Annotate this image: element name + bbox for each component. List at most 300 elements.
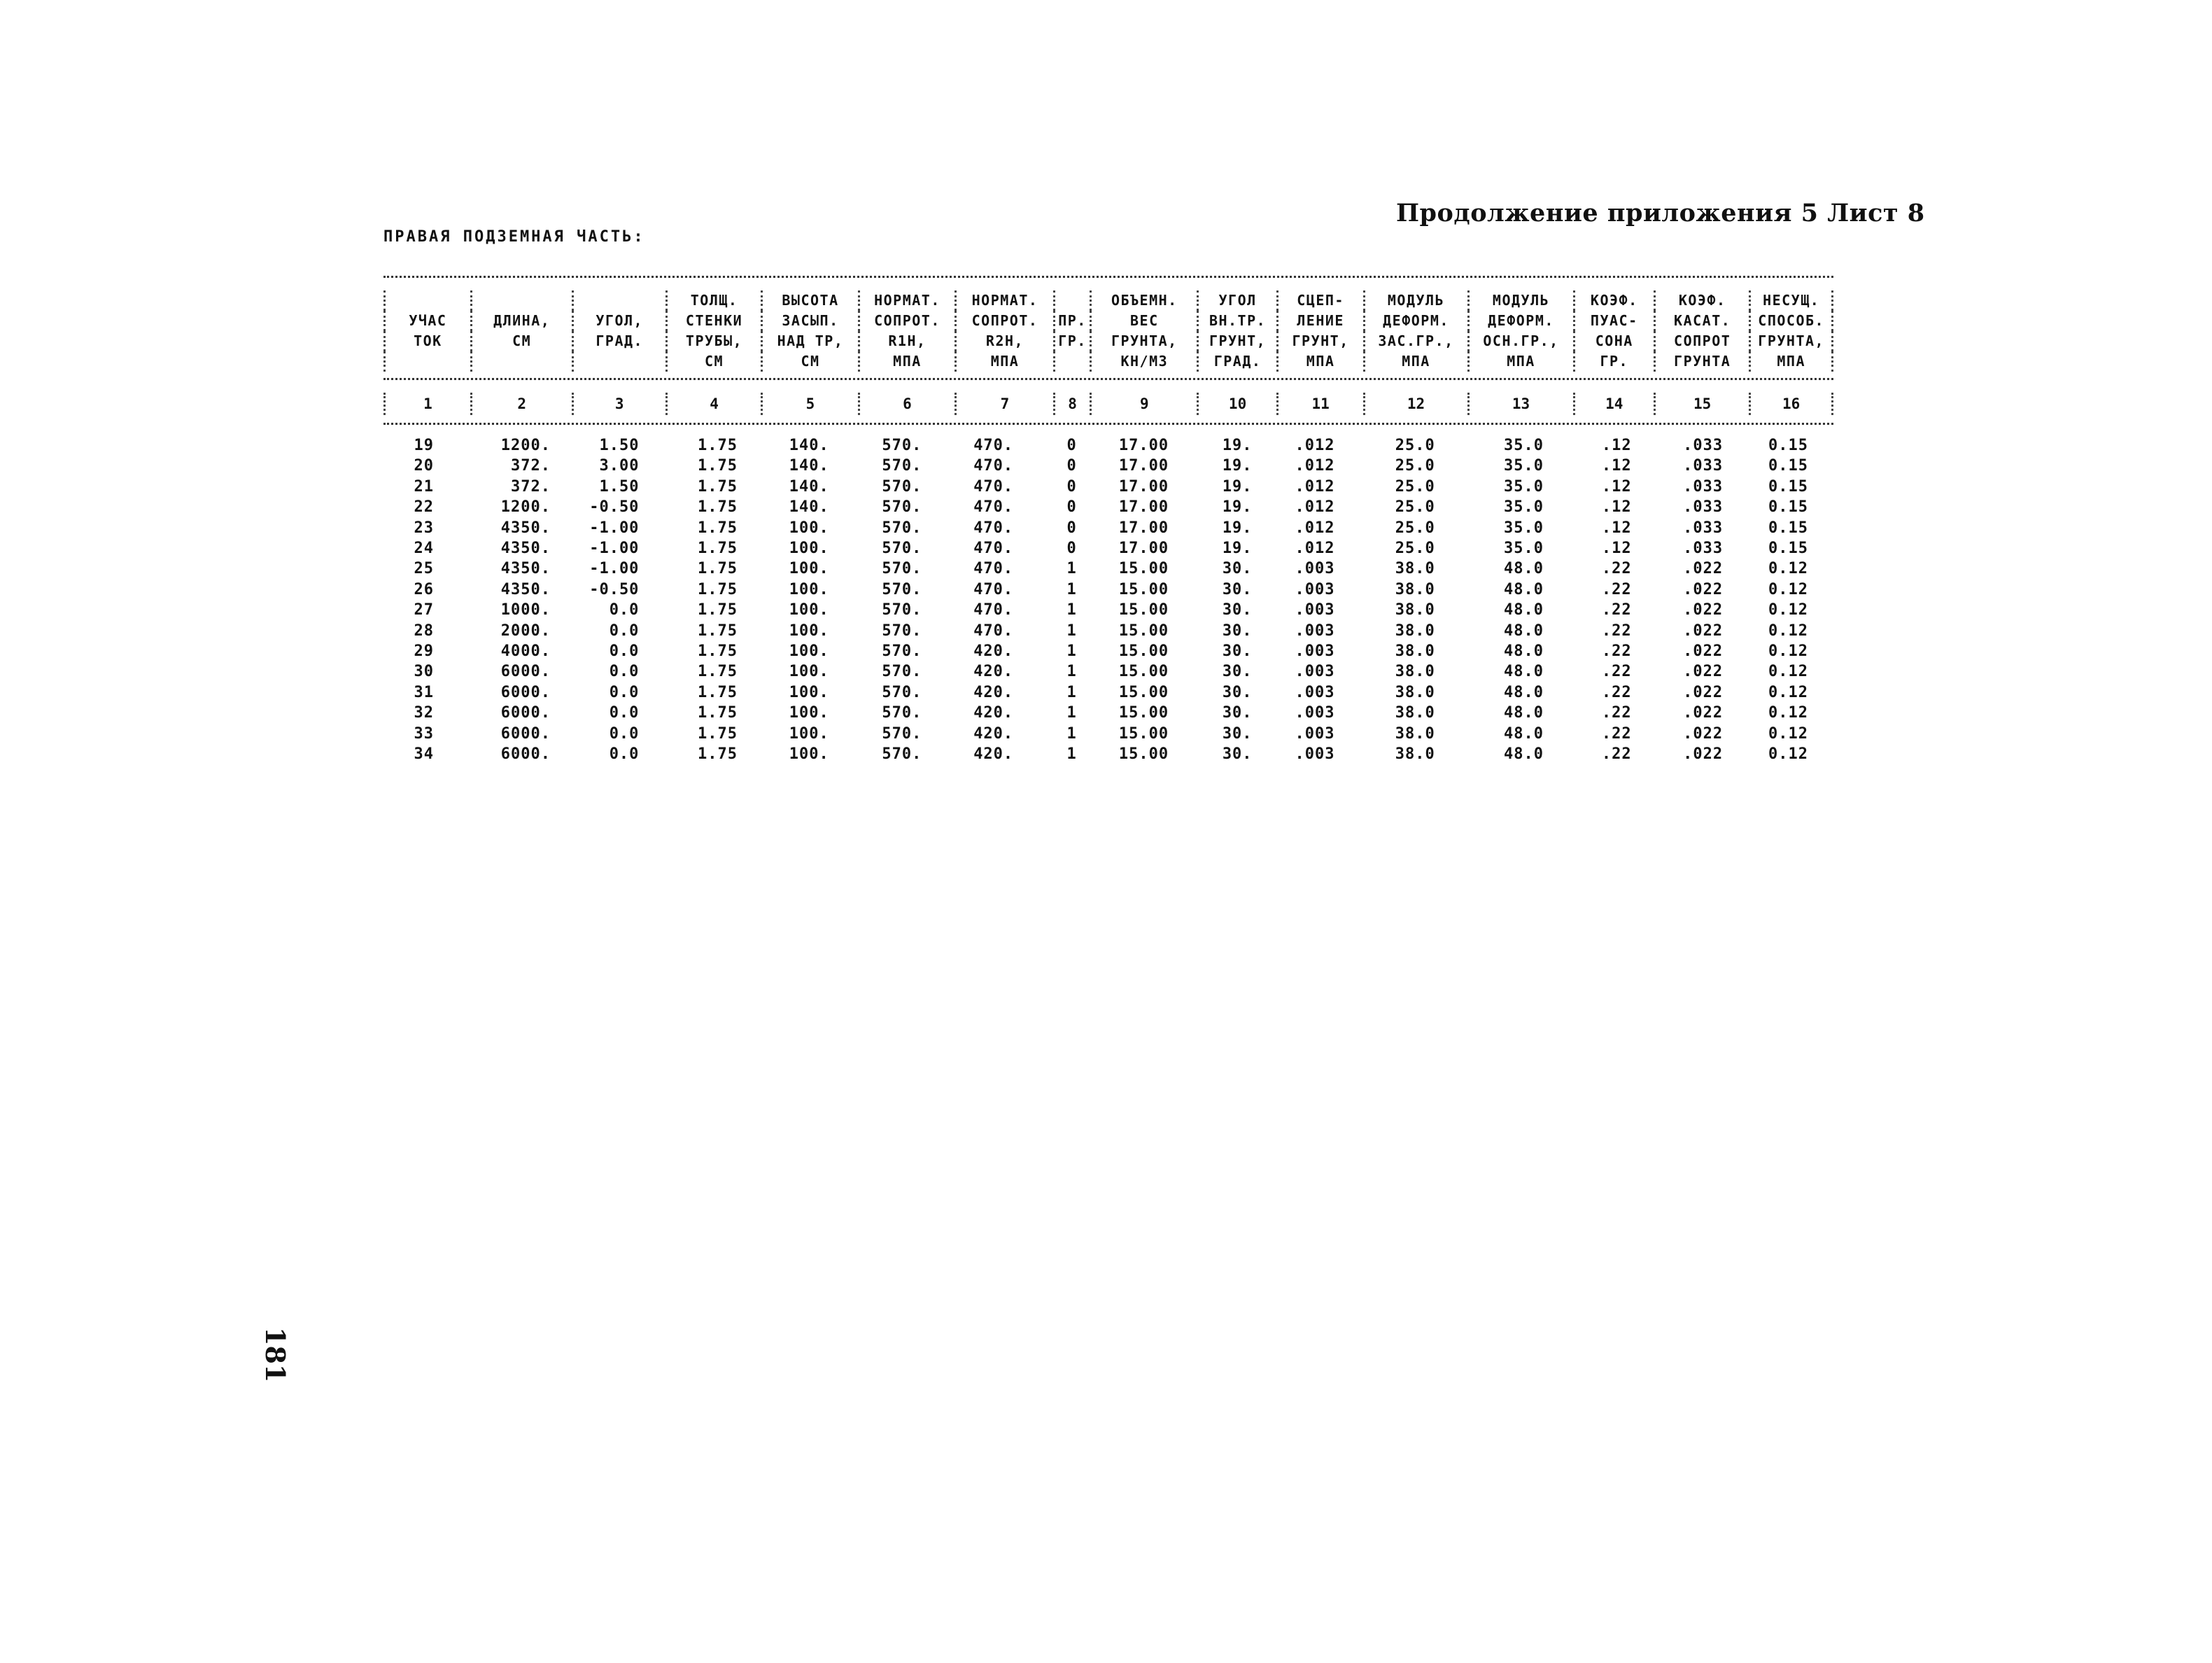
table-cell: 0.0 xyxy=(609,601,640,619)
column-header-line: УГОЛ, xyxy=(572,311,666,331)
table-cell: 570. xyxy=(882,540,922,558)
column-header-line: ГР. xyxy=(1054,331,1090,351)
table-cell: 34 xyxy=(414,745,434,764)
table-cell: 570. xyxy=(882,601,922,619)
data-table xyxy=(383,435,1833,765)
table-cell: 570. xyxy=(882,457,922,475)
table-cell: 15.00 xyxy=(1118,560,1169,578)
column-number: 5 xyxy=(762,393,859,415)
table-row xyxy=(383,497,1833,517)
table-cell: 470. xyxy=(973,457,1014,475)
column-header-line: КОЭФ. xyxy=(1574,290,1654,311)
table-cell: .012 xyxy=(1295,457,1335,475)
table-cell: 30. xyxy=(1222,560,1253,578)
table-cell: 15.00 xyxy=(1118,724,1169,743)
table-cell: 0.0 xyxy=(609,683,640,701)
table-row xyxy=(383,518,1833,538)
table-cell: 570. xyxy=(882,560,922,578)
table-cell: 470. xyxy=(973,540,1014,558)
table-cell: 4350. xyxy=(500,580,551,598)
table-cell: .003 xyxy=(1295,745,1335,764)
table-cell: 570. xyxy=(882,580,922,598)
table-cell: 570. xyxy=(882,622,922,640)
column-header-line: ГРУНТА, xyxy=(1091,331,1198,351)
table-cell: 140. xyxy=(789,477,829,496)
table-cell: 0.0 xyxy=(609,745,640,764)
table-cell: 100. xyxy=(789,622,829,640)
table-cell: 420. xyxy=(973,724,1014,743)
table-cell: .12 xyxy=(1601,477,1632,496)
column-header-line xyxy=(572,290,666,311)
table-cell: 140. xyxy=(789,498,829,517)
table-cell: 30. xyxy=(1222,643,1253,661)
table-cell: 1.75 xyxy=(698,540,738,558)
table-cell: .003 xyxy=(1295,560,1335,578)
table-cell: 15.00 xyxy=(1118,683,1169,701)
table-cell: .022 xyxy=(1683,745,1724,764)
table-cell: 32 xyxy=(414,704,434,722)
table-cell: 15.00 xyxy=(1118,704,1169,722)
table-cell: 420. xyxy=(973,683,1014,701)
table-cell: 15.00 xyxy=(1118,580,1169,598)
table-cell: 140. xyxy=(789,437,829,454)
table-cell: 570. xyxy=(882,498,922,517)
column-header-line: СМ xyxy=(666,351,761,372)
column-number: 2 xyxy=(471,393,572,415)
column-header-line: ГРУНТ, xyxy=(1198,331,1277,351)
column-header-line: СМ xyxy=(471,331,572,351)
table-cell: .022 xyxy=(1683,704,1724,722)
table-cell: 25 xyxy=(414,560,434,578)
table-cell: 0 xyxy=(1066,477,1077,496)
table-cell: 1 xyxy=(1066,745,1077,764)
table-cell: 470. xyxy=(973,477,1014,496)
table-cell: 570. xyxy=(882,437,922,454)
table-cell: .12 xyxy=(1601,457,1632,475)
column-header-line: ДЛИНА, xyxy=(471,311,572,331)
table-cell: 33 xyxy=(414,724,434,743)
column-header-line: ОСН.ГР., xyxy=(1468,331,1574,351)
table-row xyxy=(383,682,1833,703)
column-number: 15 xyxy=(1654,393,1749,415)
table-cell: 30. xyxy=(1222,580,1253,598)
column-header-line: СОНА xyxy=(1574,331,1654,351)
table-cell: .012 xyxy=(1295,477,1335,496)
table-header-rule xyxy=(383,378,1833,380)
column-number: 7 xyxy=(956,393,1055,415)
table-cell: 35.0 xyxy=(1504,519,1544,537)
table-cell: 15.00 xyxy=(1118,601,1169,619)
column-header-line: МПА xyxy=(1750,351,1833,372)
table-cell: .22 xyxy=(1601,704,1632,722)
table-cell: 27 xyxy=(414,601,434,619)
table-cell: 25.0 xyxy=(1395,437,1435,454)
table-cell: 0.15 xyxy=(1768,519,1808,537)
table-cell: .012 xyxy=(1295,519,1335,537)
table-cell: 0.12 xyxy=(1768,704,1808,722)
column-header-line: ОБЪЕМН. xyxy=(1091,290,1198,311)
table-cell: .012 xyxy=(1295,498,1335,517)
table-cell: 100. xyxy=(789,601,829,619)
column-header-line: МПА xyxy=(859,351,955,372)
column-header-table xyxy=(383,290,1833,372)
column-number: 16 xyxy=(1750,393,1833,415)
table-cell: 19. xyxy=(1222,457,1253,475)
table-cell: 372. xyxy=(510,477,551,496)
table-cell: 100. xyxy=(789,683,829,701)
table-cell: 100. xyxy=(789,519,829,537)
table-cell: 0 xyxy=(1066,498,1077,517)
table-cell: 4350. xyxy=(500,560,551,578)
table-cell: 0 xyxy=(1066,457,1077,475)
column-header-line: ГР. xyxy=(1574,351,1654,372)
table-cell: 570. xyxy=(882,683,922,701)
table-cell: 4350. xyxy=(500,540,551,558)
table-cell: 1 xyxy=(1066,622,1077,640)
table-cell: .033 xyxy=(1683,477,1724,496)
table-cell: 17.00 xyxy=(1118,540,1169,558)
table-cell: .022 xyxy=(1683,560,1724,578)
column-header-line: СПОСОБ. xyxy=(1750,311,1833,331)
column-header-line: КОЭФ. xyxy=(1654,290,1749,311)
table-cell: 30. xyxy=(1222,601,1253,619)
table-cell: 48.0 xyxy=(1504,560,1544,578)
column-header-line: ЗАСЫП. xyxy=(762,311,859,331)
table-cell: 38.0 xyxy=(1395,580,1435,598)
table-cell: .003 xyxy=(1295,683,1335,701)
table-cell: 38.0 xyxy=(1395,704,1435,722)
column-header-line: МОДУЛЬ xyxy=(1364,290,1468,311)
table-cell: -0.50 xyxy=(589,580,640,598)
table-cell: 29 xyxy=(414,643,434,661)
column-header-line: ДЕФОРМ. xyxy=(1364,311,1468,331)
table-cell: 38.0 xyxy=(1395,683,1435,701)
column-header-line: СОПРОТ. xyxy=(859,311,955,331)
column-header-line: ВЕС xyxy=(1091,311,1198,331)
table-cell: .22 xyxy=(1601,580,1632,598)
table-cell: 48.0 xyxy=(1504,643,1544,661)
table-cell: .022 xyxy=(1683,580,1724,598)
table-cell: 100. xyxy=(789,704,829,722)
table-cell: 48.0 xyxy=(1504,601,1544,619)
table-cell: 24 xyxy=(414,540,434,558)
table-cell: 470. xyxy=(973,437,1014,454)
table-cell: 470. xyxy=(973,622,1014,640)
table-cell: 6000. xyxy=(500,704,551,722)
table-cell: 0.0 xyxy=(609,622,640,640)
table-cell: 26 xyxy=(414,580,434,598)
column-header-line: ТРУБЫ, xyxy=(666,331,761,351)
page-header: Продолжение приложения 5 Лист 8 xyxy=(1396,199,1925,227)
table-cell: 48.0 xyxy=(1504,704,1544,722)
table-cell: 38.0 xyxy=(1395,663,1435,681)
table-cell: 15.00 xyxy=(1118,643,1169,661)
column-header-line: R1Н, xyxy=(859,331,955,351)
table-cell: 0.15 xyxy=(1768,477,1808,496)
table-cell: 0.12 xyxy=(1768,643,1808,661)
column-header-line: КАСАТ. xyxy=(1654,311,1749,331)
column-header-line: МПА xyxy=(1277,351,1364,372)
column-header-line: НАД ТР, xyxy=(762,331,859,351)
table-cell: 100. xyxy=(789,580,829,598)
table-cell: 17.00 xyxy=(1118,457,1169,475)
table-cell: 1000. xyxy=(500,601,551,619)
table-cell: 100. xyxy=(789,540,829,558)
table-row xyxy=(383,477,1833,497)
table-cell: .003 xyxy=(1295,724,1335,743)
table-cell: 25.0 xyxy=(1395,457,1435,475)
table-cell: 48.0 xyxy=(1504,663,1544,681)
table-cell: 25.0 xyxy=(1395,477,1435,496)
column-header-line: СЦЕП- xyxy=(1277,290,1364,311)
table-cell: 0.12 xyxy=(1768,683,1808,701)
table-cell: 372. xyxy=(510,457,551,475)
table-cell: .033 xyxy=(1683,437,1724,454)
table-cell: 1200. xyxy=(500,437,551,454)
column-header-line: НОРМАТ. xyxy=(956,290,1055,311)
table-cell: 1 xyxy=(1066,663,1077,681)
table-cell: 140. xyxy=(789,457,829,475)
table-cell: 30. xyxy=(1222,704,1253,722)
table-cell: .003 xyxy=(1295,643,1335,661)
column-header-line: ДЕФОРМ. xyxy=(1468,311,1574,331)
table-cell: 0.12 xyxy=(1768,560,1808,578)
page-number: 181 xyxy=(260,1327,291,1383)
table-cell: 0.0 xyxy=(609,643,640,661)
column-header-line: СОПРОТ. xyxy=(956,311,1055,331)
column-header-line: ЗАС.ГР., xyxy=(1364,331,1468,351)
table-cell: .033 xyxy=(1683,519,1724,537)
table-cell: 15.00 xyxy=(1118,663,1169,681)
column-header-line xyxy=(572,351,666,372)
table-cell: 48.0 xyxy=(1504,622,1544,640)
table-cell: 19. xyxy=(1222,477,1253,496)
table-cell: 0.12 xyxy=(1768,663,1808,681)
column-header-line: УЧАС xyxy=(385,311,472,331)
table-top-rule xyxy=(383,276,1833,278)
table-cell: 6000. xyxy=(500,663,551,681)
table-cell: 4350. xyxy=(500,519,551,537)
table-cell: 1 xyxy=(1066,724,1077,743)
table-cell: 1.75 xyxy=(698,457,738,475)
table-row xyxy=(383,641,1833,661)
table-cell: 1.75 xyxy=(698,663,738,681)
table-cell: 470. xyxy=(973,601,1014,619)
column-header-line: МПА xyxy=(956,351,1055,372)
table-cell: 1.75 xyxy=(698,622,738,640)
table-cell: 1.75 xyxy=(698,745,738,764)
column-number: 14 xyxy=(1574,393,1654,415)
column-header-line xyxy=(385,351,472,372)
table-cell: 100. xyxy=(789,560,829,578)
column-header-line xyxy=(1054,290,1090,311)
table-cell: 2000. xyxy=(500,622,551,640)
table-row xyxy=(383,661,1833,682)
table-cell: 25.0 xyxy=(1395,540,1435,558)
table-cell: 38.0 xyxy=(1395,601,1435,619)
table-cell: 15.00 xyxy=(1118,745,1169,764)
table-cell: 30. xyxy=(1222,663,1253,681)
table-row xyxy=(383,600,1833,620)
column-header-line: ГРУНТ, xyxy=(1277,331,1364,351)
table-cell: 0.15 xyxy=(1768,540,1808,558)
table-cell: 470. xyxy=(973,498,1014,517)
table-cell: 19. xyxy=(1222,437,1253,454)
column-header-line: ГРУНТА, xyxy=(1750,331,1833,351)
column-number: 11 xyxy=(1277,393,1364,415)
table-cell: 19. xyxy=(1222,498,1253,517)
table-cell: 6000. xyxy=(500,683,551,701)
table-cell: .12 xyxy=(1601,498,1632,517)
table-cell: 28 xyxy=(414,622,434,640)
table-cell: 0 xyxy=(1066,519,1077,537)
column-number: 13 xyxy=(1468,393,1574,415)
table-cell: 35.0 xyxy=(1504,498,1544,517)
table-cell: 1 xyxy=(1066,580,1077,598)
table-cell: 19. xyxy=(1222,519,1253,537)
table-cell: 570. xyxy=(882,643,922,661)
table-row xyxy=(383,538,1833,559)
column-number: 8 xyxy=(1054,393,1090,415)
table-cell: 48.0 xyxy=(1504,724,1544,743)
column-header-line: ВН.ТР. xyxy=(1198,311,1277,331)
table-cell: .22 xyxy=(1601,745,1632,764)
column-header-line: СТЕНКИ xyxy=(666,311,761,331)
column-header-line: НОРМАТ. xyxy=(859,290,955,311)
table-cell: 1.75 xyxy=(698,498,738,517)
table-cell: 1.50 xyxy=(599,477,640,496)
table-row xyxy=(383,580,1833,600)
table-cell: 0.15 xyxy=(1768,457,1808,475)
table-cell: 38.0 xyxy=(1395,643,1435,661)
table-cell: 35.0 xyxy=(1504,437,1544,454)
table-cell: .012 xyxy=(1295,437,1335,454)
table-cell: 420. xyxy=(973,704,1014,722)
table-cell: 38.0 xyxy=(1395,560,1435,578)
table-cell: .22 xyxy=(1601,643,1632,661)
table-cell: 38.0 xyxy=(1395,745,1435,764)
table-row xyxy=(383,724,1833,744)
table-cell: 0.12 xyxy=(1768,724,1808,743)
table-cell: 19. xyxy=(1222,540,1253,558)
table-cell: .033 xyxy=(1683,457,1724,475)
table-cell: 0.12 xyxy=(1768,745,1808,764)
table-cell: .033 xyxy=(1683,498,1724,517)
table-cell: 1 xyxy=(1066,601,1077,619)
column-number: 6 xyxy=(859,393,955,415)
section-title: ПРАВАЯ ПОДЗЕМНАЯ ЧАСТЬ: xyxy=(383,228,645,246)
table-cell: 4000. xyxy=(500,643,551,661)
table-cell: 1.75 xyxy=(698,601,738,619)
table-row xyxy=(383,744,1833,764)
table-cell: 1.75 xyxy=(698,643,738,661)
table-cell: 1.75 xyxy=(698,683,738,701)
table-cell: 1.75 xyxy=(698,724,738,743)
table-cell: 570. xyxy=(882,724,922,743)
table-numbers-rule xyxy=(383,423,1833,425)
column-header-line: МПА xyxy=(1468,351,1574,372)
column-header-line: ТОК xyxy=(385,331,472,351)
table-cell: .022 xyxy=(1683,663,1724,681)
table-cell: 21 xyxy=(414,477,434,496)
table-cell: 570. xyxy=(882,663,922,681)
column-header-line xyxy=(385,290,472,311)
table-cell: 420. xyxy=(973,745,1014,764)
table-cell: 470. xyxy=(973,519,1014,537)
table-row xyxy=(383,456,1833,476)
table-cell: .022 xyxy=(1683,622,1724,640)
table-cell: -1.00 xyxy=(589,560,640,578)
table-cell: 0 xyxy=(1066,437,1077,454)
table-cell: 1.75 xyxy=(698,437,738,454)
column-number: 1 xyxy=(385,393,472,415)
table-cell: .022 xyxy=(1683,683,1724,701)
table-cell: .003 xyxy=(1295,622,1335,640)
table-cell: .003 xyxy=(1295,580,1335,598)
table-cell: 6000. xyxy=(500,745,551,764)
column-header-line: ПР. xyxy=(1054,311,1090,331)
table-cell: 48.0 xyxy=(1504,745,1544,764)
table-cell: .003 xyxy=(1295,601,1335,619)
table-cell: 1 xyxy=(1066,643,1077,661)
table-cell: .022 xyxy=(1683,724,1724,743)
table-cell: 1 xyxy=(1066,560,1077,578)
table-cell: .22 xyxy=(1601,683,1632,701)
column-header-line: КН/М3 xyxy=(1091,351,1198,372)
table-cell: 470. xyxy=(973,580,1014,598)
column-header-line: ЛЕНИЕ xyxy=(1277,311,1364,331)
column-header-line xyxy=(471,290,572,311)
table-cell: 100. xyxy=(789,663,829,681)
table-cell: 17.00 xyxy=(1118,437,1169,454)
table-cell: 100. xyxy=(789,745,829,764)
table-cell: 30. xyxy=(1222,622,1253,640)
table-cell: 48.0 xyxy=(1504,580,1544,598)
table-cell: 1200. xyxy=(500,498,551,517)
column-header-line: ВЫСОТА xyxy=(762,290,859,311)
column-number: 9 xyxy=(1091,393,1198,415)
table-cell: 470. xyxy=(973,560,1014,578)
column-number: 3 xyxy=(572,393,666,415)
column-header-line: МПА xyxy=(1364,351,1468,372)
table-cell: 25.0 xyxy=(1395,498,1435,517)
table-cell: 15.00 xyxy=(1118,622,1169,640)
table-cell: 0.0 xyxy=(609,704,640,722)
table-row xyxy=(383,703,1833,723)
table-cell: 22 xyxy=(414,498,434,517)
table-cell: .003 xyxy=(1295,663,1335,681)
column-header-line: НЕСУЩ. xyxy=(1750,290,1833,311)
table-cell: 23 xyxy=(414,519,434,537)
table-cell: .22 xyxy=(1601,601,1632,619)
table-row xyxy=(383,559,1833,579)
table-cell: 38.0 xyxy=(1395,724,1435,743)
table-cell: 1 xyxy=(1066,683,1077,701)
table-row xyxy=(383,621,1833,641)
column-header-line xyxy=(1054,351,1090,372)
column-number-table xyxy=(383,393,1833,415)
table-cell: .003 xyxy=(1295,704,1335,722)
table-cell: .12 xyxy=(1601,519,1632,537)
table-cell: -1.00 xyxy=(589,540,640,558)
column-header-line: СМ xyxy=(762,351,859,372)
table-cell: .022 xyxy=(1683,601,1724,619)
column-number: 4 xyxy=(666,393,761,415)
table-cell: 30. xyxy=(1222,724,1253,743)
table-cell: 3.00 xyxy=(599,457,640,475)
table-cell: .012 xyxy=(1295,540,1335,558)
table-cell: 420. xyxy=(973,663,1014,681)
